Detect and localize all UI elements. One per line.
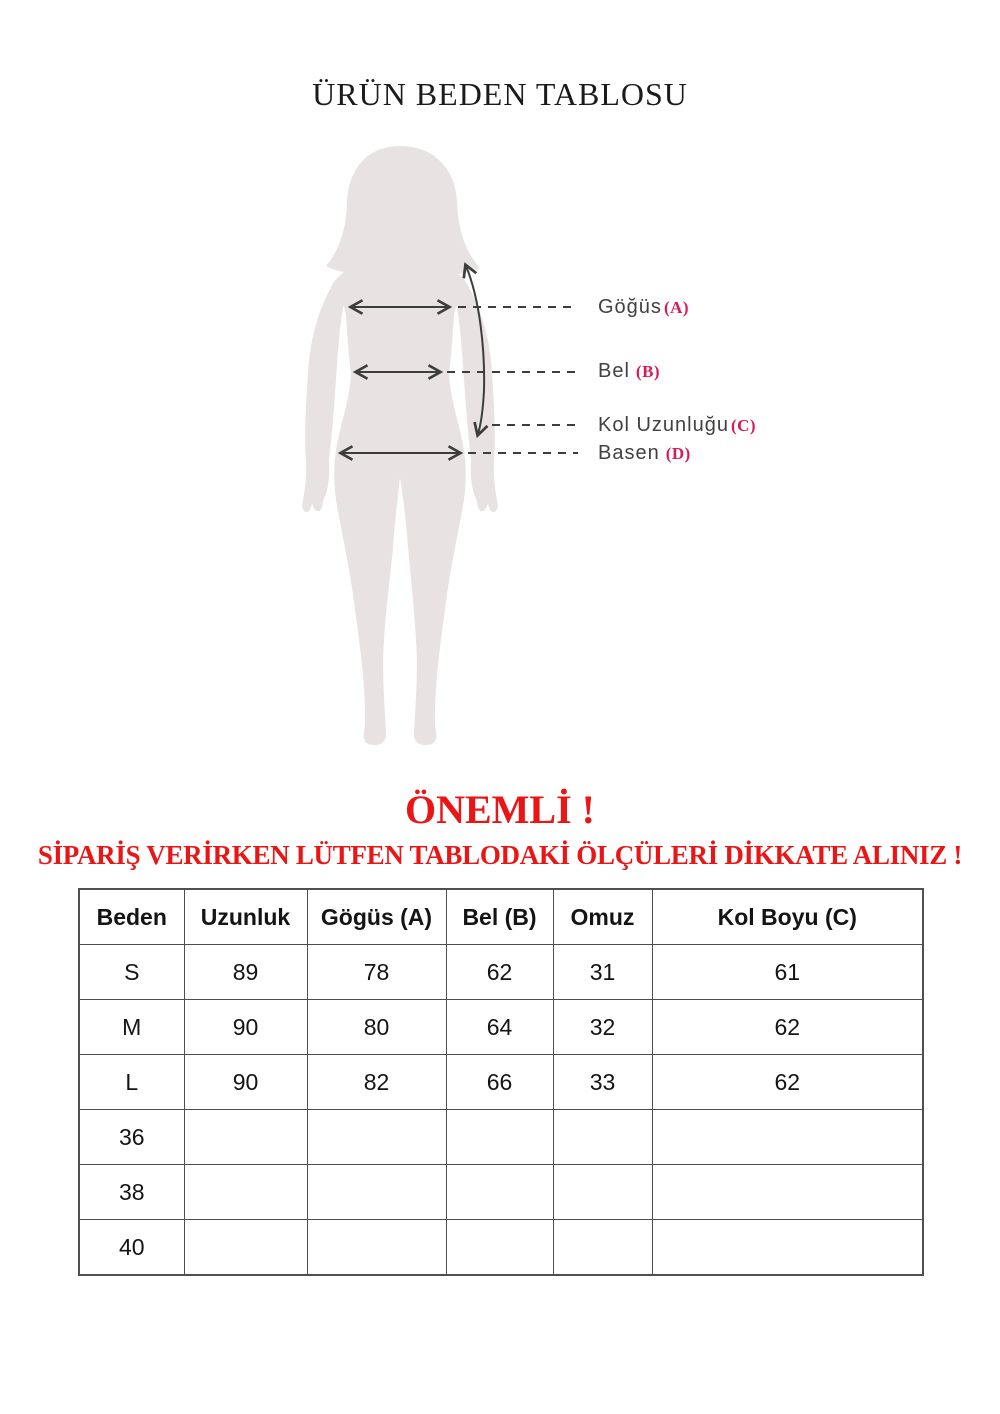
label-hip-code: (D) <box>665 444 691 463</box>
label-chest <box>598 296 689 319</box>
table-cell: 62 <box>652 1055 923 1110</box>
label-waist-code: (B) <box>635 362 661 381</box>
table-cell: 78 <box>307 945 446 1000</box>
table-cell <box>652 1220 923 1276</box>
table-cell <box>307 1220 446 1276</box>
table-row <box>79 1220 923 1276</box>
table-cell <box>307 1165 446 1220</box>
table-cell: 31 <box>553 945 652 1000</box>
table-cell: 32 <box>553 1000 652 1055</box>
table-cell <box>553 1220 652 1276</box>
table-cell <box>446 1220 553 1276</box>
header-omuz: Omuz <box>553 889 652 945</box>
body-silhouette-icon <box>302 146 498 745</box>
table-cell: 90 <box>184 1000 307 1055</box>
table-row <box>79 1110 923 1165</box>
table-cell: S <box>79 945 184 1000</box>
label-hip <box>598 442 691 465</box>
label-waist <box>598 360 660 383</box>
table-row <box>79 1165 923 1220</box>
header-kol-boyu: Kol Boyu (C) <box>652 889 923 945</box>
label-chest-code: (A) <box>663 298 690 317</box>
table-cell <box>652 1165 923 1220</box>
table-cell <box>553 1165 652 1220</box>
table-cell: 80 <box>307 1000 446 1055</box>
table-cell: 40 <box>79 1220 184 1276</box>
size-table <box>78 888 924 1276</box>
size-table-header-row <box>79 889 923 945</box>
table-cell: 82 <box>307 1055 446 1110</box>
table-row <box>79 1055 923 1110</box>
table-cell: 66 <box>446 1055 553 1110</box>
table-cell: 62 <box>652 1000 923 1055</box>
table-cell: 36 <box>79 1110 184 1165</box>
table-cell: 64 <box>446 1000 553 1055</box>
measurement-figure <box>0 140 1000 770</box>
table-cell <box>307 1110 446 1165</box>
table-cell: L <box>79 1055 184 1110</box>
table-cell <box>446 1110 553 1165</box>
header-uzunluk: Uzunluk <box>184 889 307 945</box>
label-arm-length-text: Kol Uzunluğu <box>598 414 729 436</box>
table-cell: 62 <box>446 945 553 1000</box>
table-row <box>79 1000 923 1055</box>
table-cell <box>184 1110 307 1165</box>
label-chest-text: Göğüs <box>598 296 662 318</box>
label-arm-length-code: (C) <box>730 416 757 435</box>
table-cell: 33 <box>553 1055 652 1110</box>
header-bel: Bel (B) <box>446 889 553 945</box>
table-cell <box>184 1220 307 1276</box>
table-cell: 89 <box>184 945 307 1000</box>
table-cell: 90 <box>184 1055 307 1110</box>
label-waist-text: Bel <box>598 360 630 382</box>
header-gogus: Gögüs (A) <box>307 889 446 945</box>
size-table-body <box>79 945 923 1276</box>
table-cell: 61 <box>652 945 923 1000</box>
table-cell <box>184 1165 307 1220</box>
label-hip-text: Basen <box>598 442 660 464</box>
important-heading: ÖNEMLİ ! <box>405 787 595 832</box>
table-row <box>79 945 923 1000</box>
page-title: ÜRÜN BEDEN TABLOSU <box>312 76 688 112</box>
table-cell <box>553 1110 652 1165</box>
header-beden: Beden <box>79 889 184 945</box>
table-cell <box>652 1110 923 1165</box>
warning-text: SİPARİŞ VERİRKEN LÜTFEN TABLODAKİ ÖLÇÜLERİ DİKKATE ALINIZ ! <box>37 840 963 870</box>
table-cell <box>446 1165 553 1220</box>
label-arm-length <box>598 414 756 437</box>
table-cell: 38 <box>79 1165 184 1220</box>
table-cell: M <box>79 1000 184 1055</box>
